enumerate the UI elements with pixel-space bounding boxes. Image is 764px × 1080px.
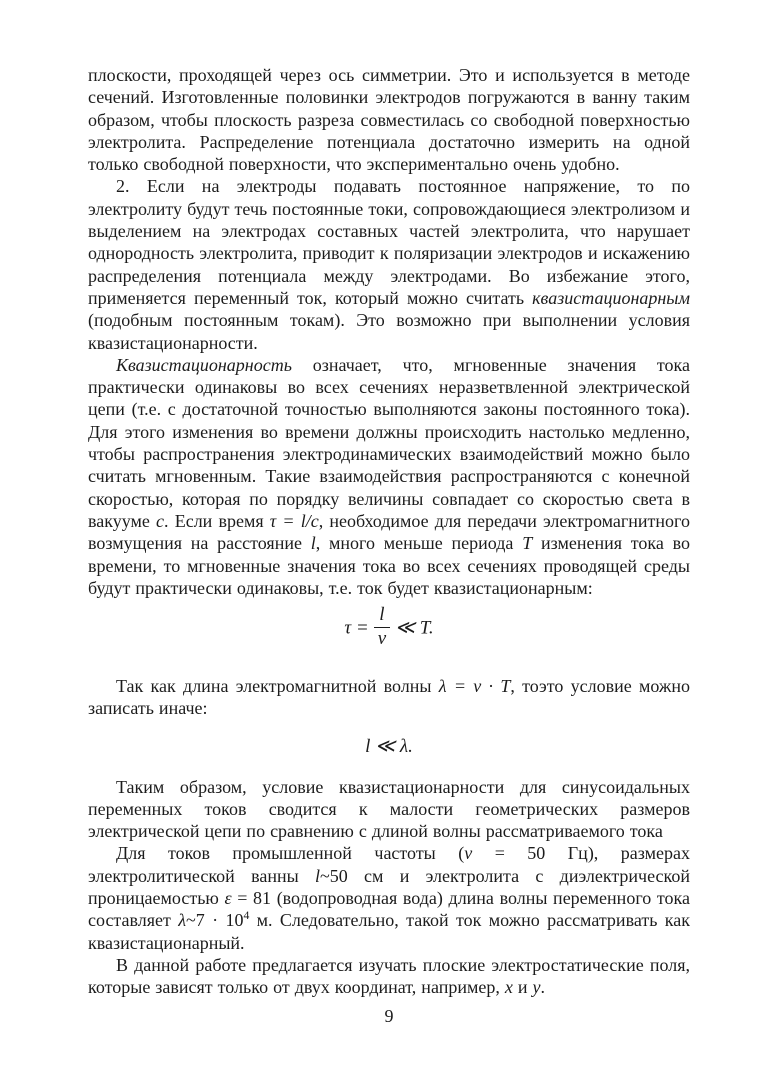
text-run: Квазистационарность bbox=[116, 354, 292, 375]
text-run: τ = l/c bbox=[269, 510, 319, 531]
text-run: (подобным постоянным токам). Это возможно при выполнении условия квазистационарности. bbox=[88, 310, 690, 353]
text-run: плоскости, проходящей через ось симметрии. Это и используется в методе сечений. Изготовленные половинки электродов погружаются в ванну таким образом, чтобы плоскость разреза совместилась со свободной поверхностью электролита. Распределение потенциала достаточно измерить на одной только свободной поверхности, что экспериментально очень удобно. bbox=[88, 65, 690, 175]
paragraph-industrial-frequency-example bbox=[88, 842, 690, 953]
text-run: В данной работе предлагается изучать плоские электростатические поля, которые зависят только от двух координат, например, bbox=[88, 954, 690, 998]
paragraph-plane-fields-intro bbox=[88, 954, 690, 999]
text-run: Для токов промышленной частоты ( bbox=[116, 843, 465, 864]
text-run: T bbox=[522, 533, 533, 554]
text-run: м. Следовательно, такой ток можно рассматривать как квазистационарный. bbox=[88, 910, 690, 953]
text-run: y bbox=[532, 977, 541, 998]
fraction bbox=[374, 605, 390, 650]
text-run: 4 bbox=[243, 909, 250, 923]
paragraph-sections-method bbox=[88, 64, 690, 175]
formula-tau-lhs: τ = bbox=[344, 617, 369, 639]
formula-tau-rhs: ≪ T. bbox=[395, 617, 434, 639]
formula-wavelength-text: l ≪ λ. bbox=[365, 735, 413, 757]
text-run: 2. Если на электроды подавать постоянное напряжение, то по электролиту будут течь постоянные токи, сопровождающиеся электролизом и выделением на электродах составных частей электролита, что нарушает однородность электролита, приводит к поляризации электродов и искажению распределения потенциала между электродами. Во избежание этого, применяется переменный ток, который можно считать bbox=[88, 176, 690, 308]
paragraph-dc-voltage-electrolysis bbox=[88, 175, 690, 353]
text-run: λ bbox=[178, 910, 187, 931]
text-run: квазистационарным bbox=[532, 287, 690, 308]
text-run: ~50 см и электролита с диэлектрической проницаемостью bbox=[88, 865, 690, 908]
text-run: и bbox=[512, 977, 533, 998]
text-run: = 81 (водопроводная вода) длина волны переменного тока составляет bbox=[88, 887, 690, 931]
text-run: c bbox=[156, 510, 165, 531]
text-run: означает, что, мгновенные значения тока практически одинаковы во всех сечениях неразветвленной электрической цепи (т.е. с достаточной точностью выполняются законы постоянного тока). Для этого изменения во времени должны происходить настолько медленно, чтобы распространения электродинамических взаимодействий можно было считать мгновенным. Такие взаимодействия распространяются с конечной скоростью, которая по порядку величины совпадает со скоростью света в вакууме bbox=[88, 354, 690, 531]
paragraph-wavelength-relation bbox=[88, 675, 690, 720]
fraction-numerator: l bbox=[374, 605, 390, 628]
text-run: , необходимое для передачи электромагнитного возмущения на расстояние bbox=[88, 510, 690, 554]
text-run: . Если время bbox=[164, 510, 270, 531]
text-run: ε bbox=[224, 887, 232, 908]
text-run: изменения тока во времени, то мгновенные значения тока во всех сечениях проводящей среды будут практически одинаковы, т.е. ток будет квазистационарным: bbox=[88, 533, 690, 598]
text-run: ν bbox=[464, 843, 473, 864]
text-run: Таким образом, условие квазистационарности для синусоидальных переменных токов сводится к малости геометрических размеров электрической цепи по сравнению с длиной волны рассматриваемого тока bbox=[88, 776, 690, 842]
text-run: , много меньше периода bbox=[315, 533, 523, 554]
formula-wavelength-condition bbox=[88, 735, 690, 758]
paragraph-quasistationarity-definition bbox=[88, 354, 690, 599]
text-run: x bbox=[504, 977, 513, 998]
text-run: , тоэто условие можно записать иначе: bbox=[88, 675, 690, 719]
page-number: 9 bbox=[384, 1006, 394, 1027]
text-run: l bbox=[310, 533, 316, 554]
paragraph-quasistationarity-conclusion bbox=[88, 776, 690, 843]
text-run: = 50 Гц), размерах электролитической ванны bbox=[88, 843, 690, 886]
text-run: . bbox=[540, 977, 545, 998]
fraction-denominator: v bbox=[377, 628, 387, 650]
formula-tau-condition bbox=[88, 605, 690, 653]
text-run: ~7 · 10 bbox=[186, 910, 244, 931]
text-run: λ = v · T bbox=[438, 675, 511, 696]
text-run: l bbox=[315, 865, 321, 886]
text-run: Так как длина электромагнитной волны bbox=[116, 675, 439, 696]
